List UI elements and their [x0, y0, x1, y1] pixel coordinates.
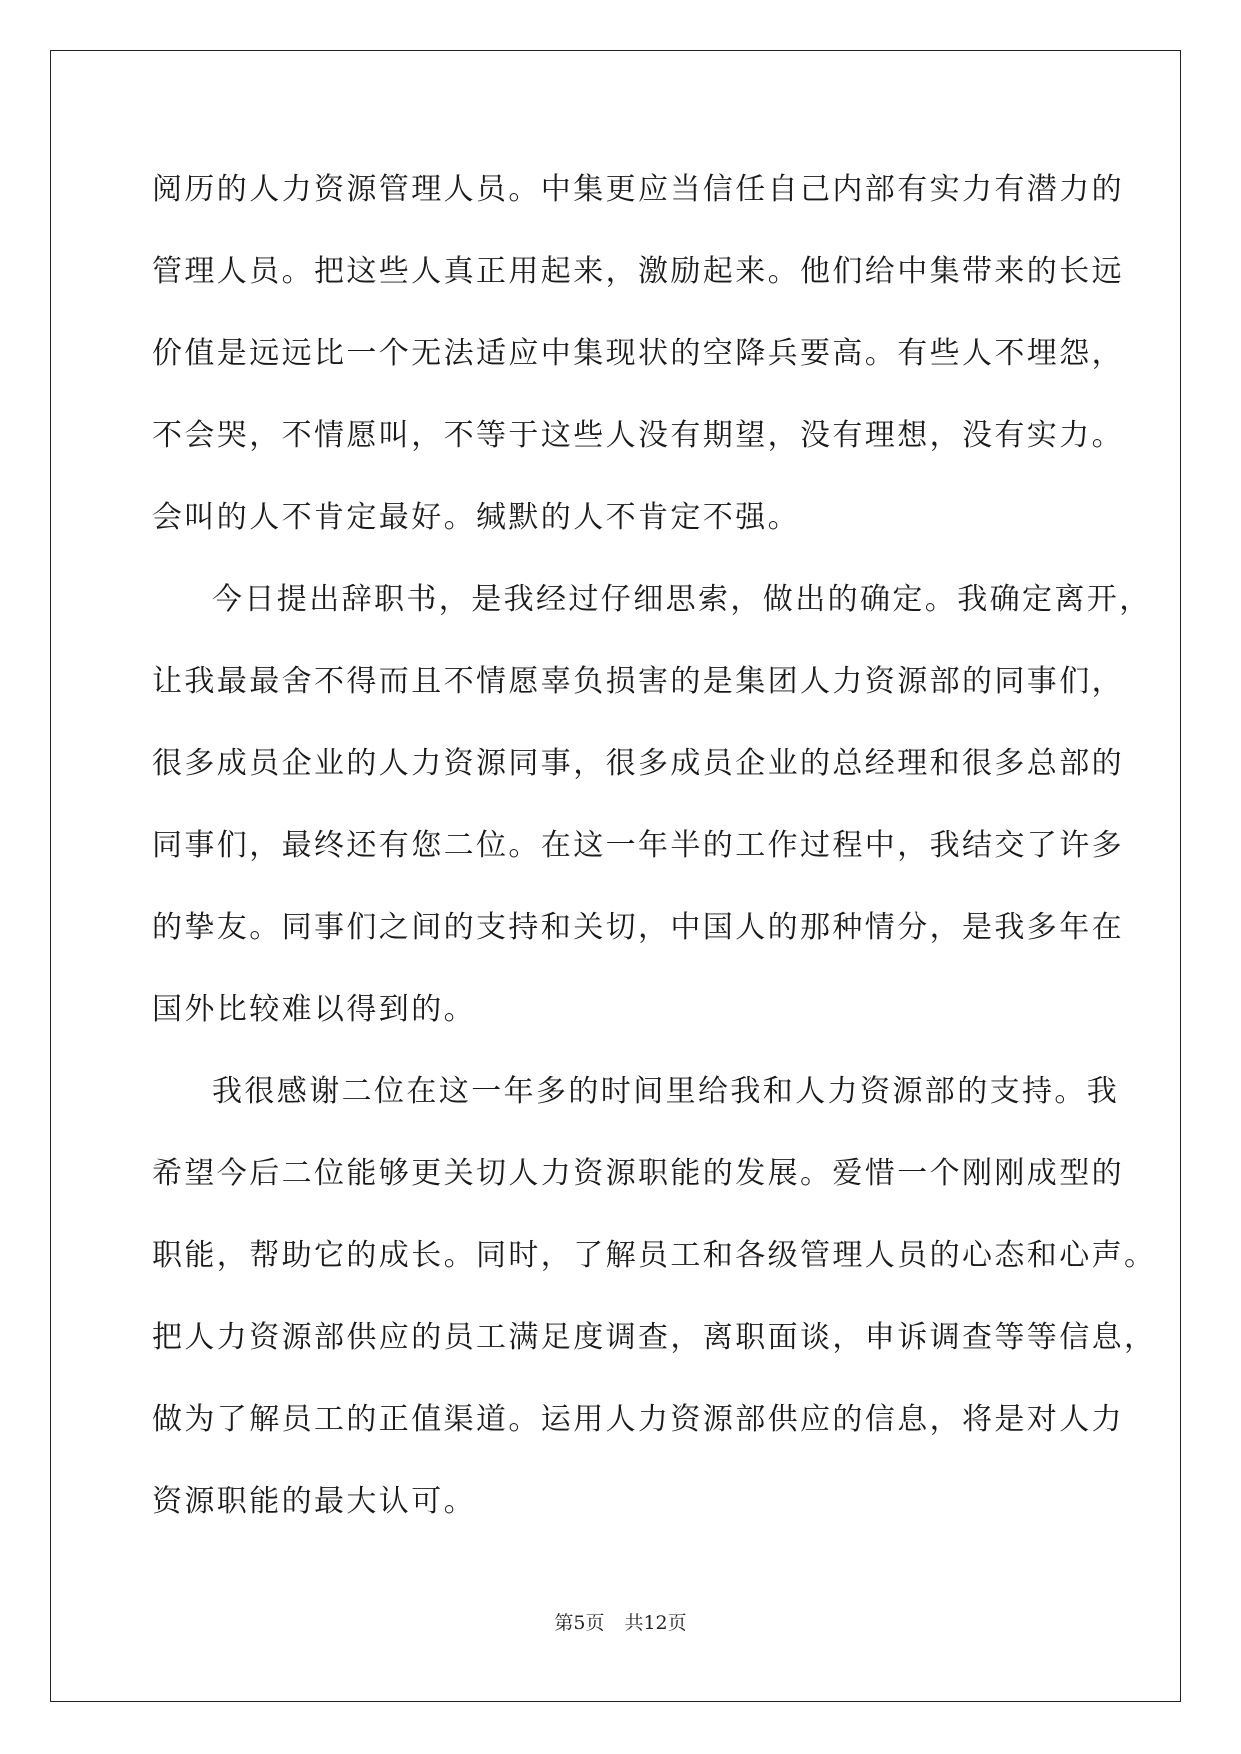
text-line: 阅历的人力资源管理人员。中集更应当信任自己内部有实力有潜力的 [152, 172, 1124, 207]
text-line: 的挚友。同事们之间的支持和关切，中国人的那种情分，是我多年在 [152, 910, 1124, 945]
text-line: 做为了解员工的正值渠道。运用人力资源部供应的信息，将是对人力 [152, 1402, 1124, 1437]
text-line: 管理人员。把这些人真正用起来，激励起来。他们给中集带来的长远 [152, 254, 1124, 289]
text-line: 同事们，最终还有您二位。在这一年半的工作过程中，我结交了许多 [152, 828, 1124, 863]
text-line: 国外比较难以得到的。 [152, 992, 476, 1027]
paragraph-first-line: 今日提出辞职书，是我经过仔细思索，做出的确定。我确定离开， [212, 582, 1152, 617]
text-line: 资源职能的最大认可。 [152, 1484, 476, 1519]
text-line: 不会哭，不情愿叫，不等于这些人没有期望，没有理想，没有实力。 [152, 418, 1124, 453]
text-line: 价值是远远比一个无法适应中集现状的空降兵要高。有些人不埋怨， [152, 336, 1124, 371]
text-line: 会叫的人不肯定最好。缄默的人不肯定不强。 [152, 500, 800, 535]
page-total: 共12页 [624, 1612, 687, 1634]
text-line: 希望今后二位能够更关切人力资源职能的发展。爱惜一个刚刚成型的 [152, 1156, 1124, 1191]
text-line: 把人力资源部供应的员工满足度调查，离职面谈，申诉调查等等信息， [152, 1320, 1157, 1355]
text-line: 职能，帮助它的成长。同时，了解员工和各级管理人员的心态和心声。 [152, 1238, 1157, 1273]
page-footer [0, 1608, 1241, 1635]
page-number: 第5页 [554, 1612, 605, 1634]
paragraph-first-line: 我很感谢二位在这一年多的时间里给我和人力资源部的支持。我 [212, 1074, 1120, 1109]
page-border [50, 50, 1181, 1702]
text-line: 让我最最舍不得而且不情愿辜负损害的是集团人力资源部的同事们， [152, 664, 1124, 699]
text-line: 很多成员企业的人力资源同事，很多成员企业的总经理和很多总部的 [152, 746, 1124, 781]
